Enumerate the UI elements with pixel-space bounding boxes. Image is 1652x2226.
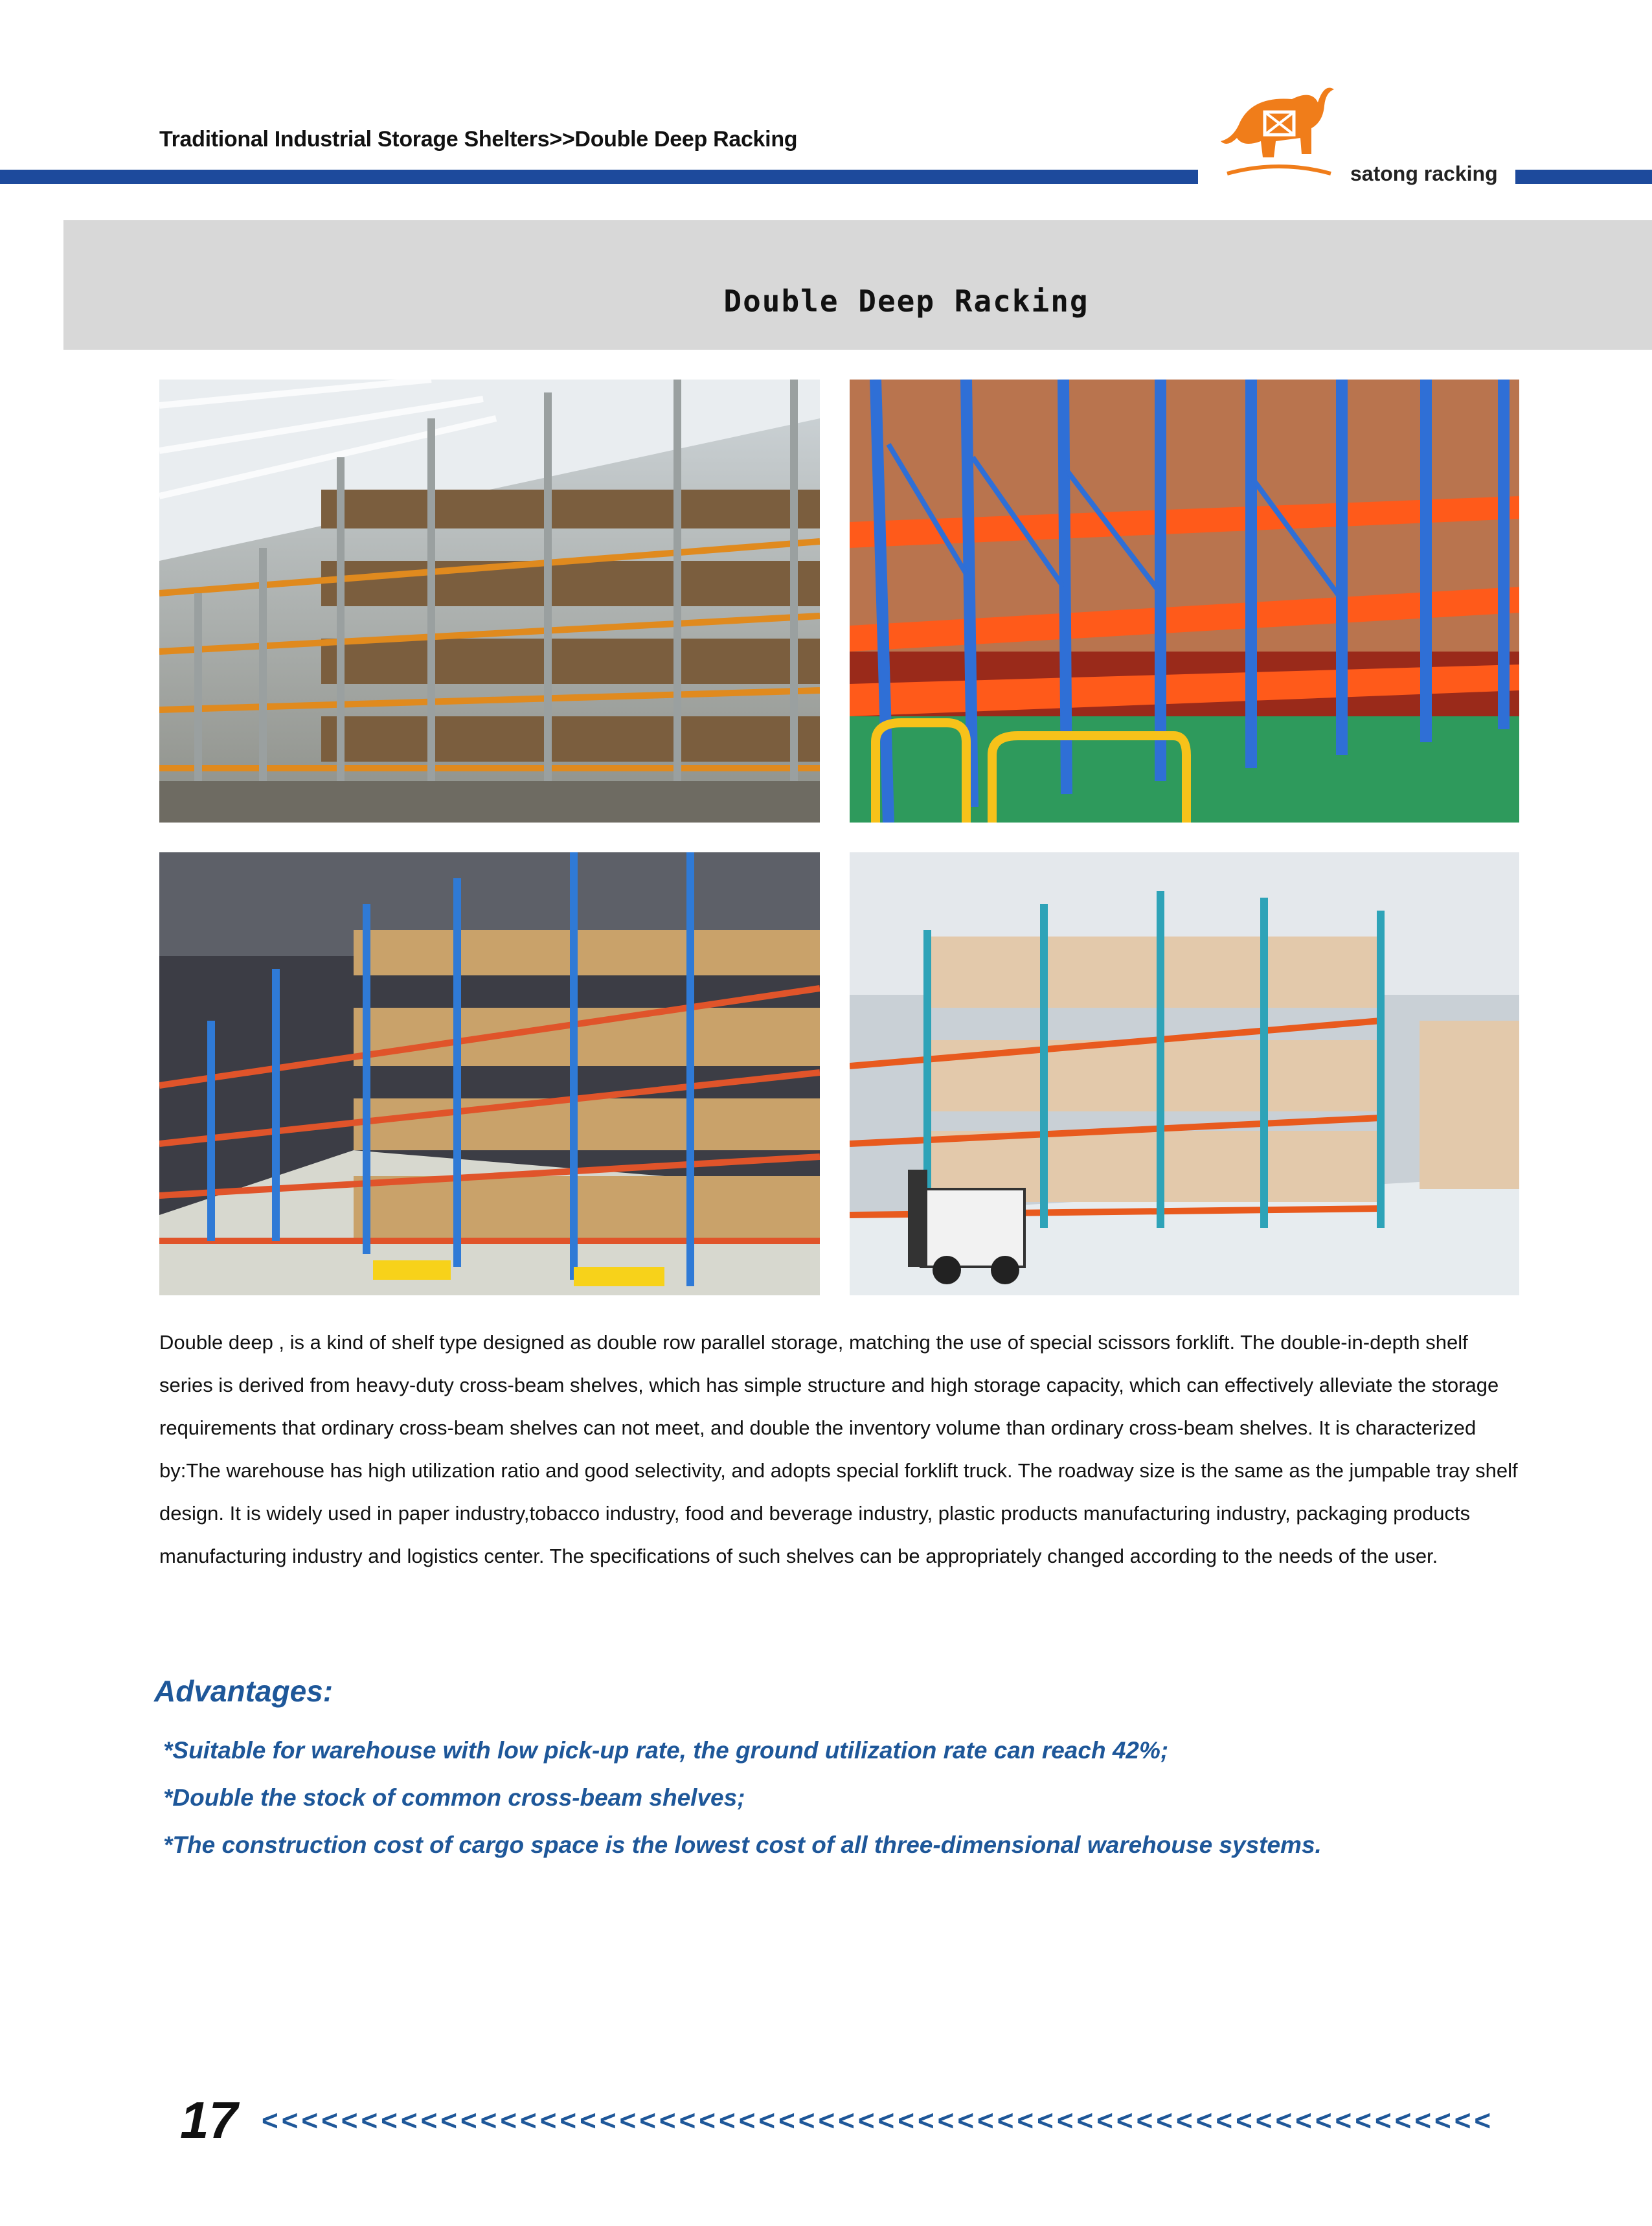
advantage-item: *Suitable for warehouse with low pick-up rate, the ground utilization rate can reach 42%; (163, 1737, 1169, 1764)
warehouse-photo-grey-orange-racks (159, 380, 820, 823)
warehouse-photo-blue-orange-racks (850, 380, 1519, 823)
advantage-item: *Double the stock of common cross-beam shelves; (163, 1784, 745, 1811)
footer-chevron-decoration: <<<<<<<<<<<<<<<<<<<<<<<<<<<<<<<<<<<<<<<<<<<<<<<<<<<<<<<<<<<<<< (262, 2105, 1495, 2137)
warehouse-photo-stocked-aisle (159, 852, 820, 1295)
breadcrumb: Traditional Industrial Storage Shelters>>Double Deep Racking (159, 127, 798, 152)
header-rule-right (1515, 170, 1652, 184)
page-title: Double Deep Racking (723, 284, 1089, 319)
warehouse-photo-forklift (850, 852, 1519, 1295)
elephant-logo-icon (1214, 76, 1344, 187)
brand-name: satong racking (1350, 162, 1498, 185)
page-number: 17 (180, 2091, 238, 2149)
advantage-item: *The construction cost of cargo space is the lowest cost of all three-dimensional warehouse systems. (163, 1832, 1322, 1858)
advantages-list (163, 1727, 1322, 1868)
header-rule-left (0, 170, 1198, 184)
title-band (63, 220, 1652, 350)
advantages-heading: Advantages: (154, 1674, 334, 1708)
description-paragraph: Double deep , is a kind of shelf type designed as double row parallel storage, matching the use of special scissors forklift. The double-in-depth shelf series is derived from heavy-duty cross-beam shelves, which has simple structure and high storage capacity, which can effectively alleviate the storage requirements that ordinary cross-beam shelves can not meet, and double the inventory volume than ordinary cross-beam shelves. It is characterized by:The warehouse has high utilization ratio and good selectivity, and adopts special forklift truck. The roadway size is the same as the jumpable tray shelf design. It is widely used in paper industry,tobacco industry, food and beverage industry, plastic products manufacturing industry, packaging products manufacturing industry and logistics center. The specifications of such shelves can be appropriately changed according to the needs of the user. (159, 1331, 1518, 1567)
